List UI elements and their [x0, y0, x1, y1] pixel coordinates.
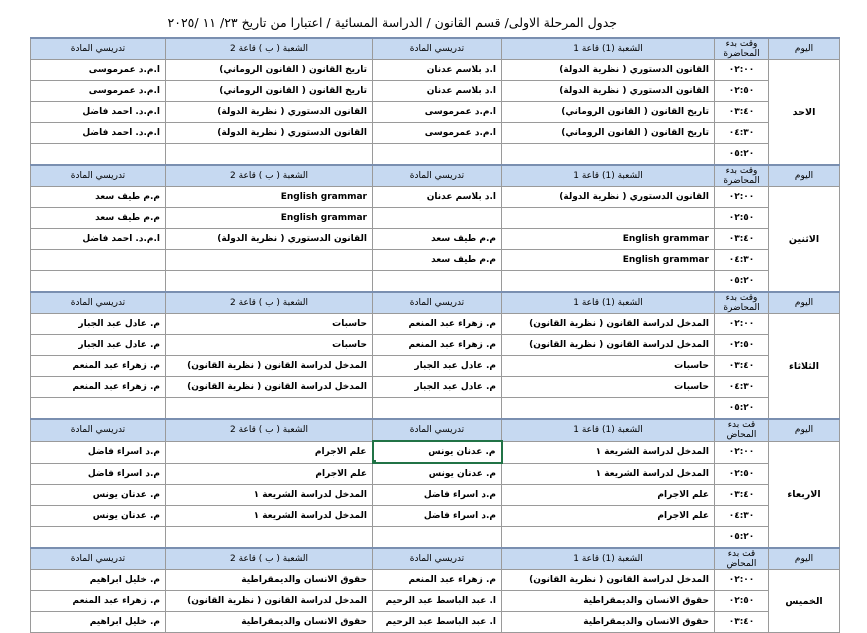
teacher-cell-g2[interactable]: م. خليل ابراهيم [31, 570, 166, 591]
header-time[interactable]: وقت بدء المحاضرة [715, 38, 769, 60]
table-row [31, 60, 840, 81]
teacher-cell-g2[interactable]: ا.م.د عمرموسى [31, 81, 166, 102]
course-cell-g2[interactable]: English grammar [166, 208, 373, 229]
course-cell-g1[interactable] [502, 271, 715, 293]
course-cell-g2[interactable] [166, 144, 373, 166]
course-cell-g1[interactable]: علم الاجرام [502, 506, 715, 527]
course-cell-g1[interactable]: القانون الدستوري ( نظرية الدولة) [502, 81, 715, 102]
course-cell-g2[interactable]: المدخل لدراسة القانون ( نظرية القانون) [166, 591, 373, 612]
header-teacher-g1[interactable]: تدريسي المادة [373, 165, 502, 187]
time-cell[interactable]: ٠٥:٢٠ [715, 527, 769, 549]
course-cell-g1[interactable]: حاسبات [502, 377, 715, 398]
course-cell-g2[interactable]: المدخل لدراسة الشريعة ١ [166, 485, 373, 506]
time-cell[interactable]: ٠٢:٠٠ [715, 187, 769, 208]
table-row [31, 441, 840, 463]
header-teacher-g2[interactable]: تدريسي المادة [31, 548, 166, 570]
header-course-g1[interactable]: الشعبة (1) قاعة 1 [502, 38, 715, 60]
course-cell-g1[interactable] [502, 144, 715, 166]
header-teacher-g1[interactable]: تدريسي المادة [373, 419, 502, 441]
day-header-row [31, 419, 840, 441]
table-row [31, 229, 840, 250]
teacher-cell-g1[interactable]: م. زهراء عبد المنعم [373, 314, 502, 335]
teacher-cell-g2[interactable]: م. زهراء عبد المنعم [31, 356, 166, 377]
course-cell-g1[interactable]: المدخل لدراسة القانون ( نظرية القانون) [502, 570, 715, 591]
teacher-cell-g2[interactable]: ا.م.د. احمد فاضل [31, 123, 166, 144]
teacher-cell-g1[interactable]: ا.م.د عمرموسى [373, 102, 502, 123]
course-cell-g1[interactable]: تاريخ القانون ( القانون الروماني) [502, 102, 715, 123]
header-course-g2[interactable]: الشعبة ( ب ) قاعة 2 [166, 292, 373, 314]
header-time[interactable]: قت بدء المحاض [715, 419, 769, 441]
table-row [31, 187, 840, 208]
table-row [31, 250, 840, 271]
time-cell[interactable]: ٠٣:٤٠ [715, 102, 769, 123]
teacher-cell-g2[interactable]: م. زهراء عبد المنعم [31, 377, 166, 398]
teacher-cell-g2[interactable] [31, 527, 166, 549]
teacher-cell-g2[interactable]: م. عادل عبد الجبار [31, 314, 166, 335]
table-row [31, 527, 840, 549]
time-cell[interactable]: ٠٢:٥٠ [715, 591, 769, 612]
course-cell-g1[interactable]: حقوق الانسان والديمقراطية [502, 591, 715, 612]
table-row [31, 314, 840, 335]
course-cell-g2[interactable]: المدخل لدراسة القانون ( نظرية القانون) [166, 377, 373, 398]
time-cell[interactable]: ٠٤:٣٠ [715, 506, 769, 527]
course-cell-g2[interactable]: تاريخ القانون ( القانون الروماني) [166, 81, 373, 102]
teacher-cell-g1[interactable]: ا. عبد الباسط عبد الرحيم [373, 612, 502, 633]
time-cell[interactable]: ٠٥:٢٠ [715, 271, 769, 293]
course-cell-g1[interactable]: تاريخ القانون ( القانون الروماني) [502, 123, 715, 144]
table-row [31, 271, 840, 293]
course-cell-g1[interactable]: القانون الدستوري ( نظرية الدولة) [502, 187, 715, 208]
teacher-cell-g2[interactable] [31, 271, 166, 293]
fill-handle[interactable] [373, 459, 377, 463]
teacher-cell-g1[interactable]: ا. عبد الباسط عبد الرحيم [373, 591, 502, 612]
table-row [31, 123, 840, 144]
course-cell-g2[interactable]: القانون الدستوري ( نظرية الدولة) [166, 229, 373, 250]
course-cell-g1[interactable]: حقوق الانسان والديمقراطية [502, 612, 715, 633]
course-cell-g1[interactable]: المدخل لدراسة القانون ( نظرية القانون) [502, 335, 715, 356]
time-cell[interactable]: ٠٢:٠٠ [715, 314, 769, 335]
teacher-cell-g1[interactable]: م. عادل عبد الجبار [373, 377, 502, 398]
sheet-title: جدول المرحلة الاولى/ قسم القانون / الدراسة المسائية / اعتبارا من تاريخ ٢٣/ ١١ /٢٠٢٥ [167, 15, 617, 30]
header-day[interactable]: اليوم [769, 419, 840, 441]
table-row [31, 463, 840, 485]
teacher-cell-g1[interactable] [373, 527, 502, 549]
course-cell-g2[interactable]: حقوق الانسان والديمقراطية [166, 570, 373, 591]
selected-cell[interactable]: م. عدنان يونس [373, 441, 502, 463]
teacher-cell-g1[interactable] [373, 271, 502, 293]
header-time[interactable]: وقت بدء المحاضرة [715, 292, 769, 314]
time-cell[interactable]: ٠٣:٤٠ [715, 229, 769, 250]
header-teacher-g1[interactable]: تدريسي المادة [373, 548, 502, 570]
time-cell[interactable]: ٠٢:٠٠ [715, 570, 769, 591]
header-time[interactable]: قت بدء المحاض [715, 548, 769, 570]
course-cell-g2[interactable] [166, 271, 373, 293]
course-cell-g2[interactable]: حقوق الانسان والديمقراطية [166, 612, 373, 633]
teacher-cell-g2[interactable]: م.م طيف سعد [31, 208, 166, 229]
day-name-cell[interactable]: الثلاثاء [769, 314, 840, 420]
table-row [31, 612, 840, 633]
teacher-cell-g2[interactable]: م. عدنان يونس [31, 506, 166, 527]
teacher-cell-g2[interactable] [31, 144, 166, 166]
day-header-row [31, 38, 840, 60]
teacher-cell-g2[interactable]: م. خليل ابراهيم [31, 612, 166, 633]
teacher-cell-g1[interactable] [373, 398, 502, 420]
header-day[interactable]: اليوم [769, 165, 840, 187]
course-cell-g2[interactable]: المدخل لدراسة القانون ( نظرية القانون) [166, 356, 373, 377]
teacher-cell-g1[interactable]: ا.م.د عمرموسى [373, 123, 502, 144]
course-cell-g1[interactable]: المدخل لدراسة الشريعة ١ [502, 463, 715, 485]
teacher-cell-g2[interactable]: م.د اسراء فاضل [31, 441, 166, 463]
teacher-cell-g1[interactable] [373, 208, 502, 229]
time-cell[interactable]: ٠٢:٥٠ [715, 335, 769, 356]
table-row [31, 398, 840, 420]
time-cell[interactable]: ٠٣:٤٠ [715, 612, 769, 633]
header-day[interactable]: اليوم [769, 38, 840, 60]
teacher-cell-g1[interactable]: م. عدنان يونس [373, 463, 502, 485]
time-cell[interactable]: ٠٤:٣٠ [715, 377, 769, 398]
course-cell-g2[interactable]: حاسبات [166, 314, 373, 335]
table-row [31, 208, 840, 229]
teacher-cell-g1[interactable]: ا.د بلاسم عدنان [373, 81, 502, 102]
header-course-g1[interactable]: الشعبة (1) قاعة 1 [502, 548, 715, 570]
course-cell-g1[interactable] [502, 398, 715, 420]
day-header-row [31, 165, 840, 187]
time-cell[interactable]: ٠٣:٤٠ [715, 356, 769, 377]
table-row [31, 377, 840, 398]
table-row [31, 356, 840, 377]
teacher-cell-g2[interactable]: ا.م.د عمرموسى [31, 60, 166, 81]
teacher-cell-g1[interactable]: م. زهراء عبد المنعم [373, 335, 502, 356]
teacher-cell-g1[interactable]: م. عادل عبد الجبار [373, 356, 502, 377]
teacher-cell-g1[interactable]: م. زهراء عبد المنعم [373, 570, 502, 591]
header-course-g2[interactable]: الشعبة ( ب ) قاعة 2 [166, 165, 373, 187]
header-teacher-g1[interactable]: تدريسي المادة [373, 38, 502, 60]
header-day[interactable]: اليوم [769, 548, 840, 570]
course-cell-g1[interactable]: English grammar [502, 250, 715, 271]
header-teacher-g2[interactable]: تدريسي المادة [31, 419, 166, 441]
course-cell-g2[interactable]: تاريخ القانون ( القانون الروماني) [166, 60, 373, 81]
header-course-g2[interactable]: الشعبة ( ب ) قاعة 2 [166, 38, 373, 60]
header-teacher-g2[interactable]: تدريسي المادة [31, 292, 166, 314]
time-cell[interactable]: ٠٢:٥٠ [715, 81, 769, 102]
course-cell-g2[interactable]: علم الاجرام [166, 463, 373, 485]
teacher-cell-g1[interactable]: م.د اسراء فاضل [373, 506, 502, 527]
course-cell-g1[interactable] [502, 527, 715, 549]
time-cell[interactable]: ٠٤:٣٠ [715, 250, 769, 271]
course-cell-g1[interactable]: علم الاجرام [502, 485, 715, 506]
day-name-cell[interactable]: الخميس [769, 570, 840, 633]
time-cell[interactable]: ٠٢:٥٠ [715, 463, 769, 485]
course-cell-g2[interactable] [166, 250, 373, 271]
teacher-cell-g2[interactable]: م.م طيف سعد [31, 187, 166, 208]
header-day[interactable]: اليوم [769, 292, 840, 314]
time-cell[interactable]: ٠٢:٠٠ [715, 441, 769, 463]
course-cell-g1[interactable] [502, 208, 715, 229]
table-row [31, 485, 840, 506]
header-course-g2[interactable]: الشعبة ( ب ) قاعة 2 [166, 548, 373, 570]
course-cell-g1[interactable]: حاسبات [502, 356, 715, 377]
teacher-cell-g1[interactable]: ا.د بلاسم عدنان [373, 187, 502, 208]
header-time[interactable]: وقت بدء المحاضرة [715, 165, 769, 187]
course-cell-g1[interactable]: English grammar [502, 229, 715, 250]
schedule-table [30, 37, 840, 633]
day-name-cell[interactable]: الاربعاء [769, 441, 840, 548]
teacher-cell-g1[interactable]: م.د اسراء فاضل [373, 485, 502, 506]
teacher-cell-g1[interactable]: م.م طيف سعد [373, 250, 502, 271]
header-course-g1[interactable]: الشعبة (1) قاعة 1 [502, 165, 715, 187]
table-row [31, 506, 840, 527]
day-header-row [31, 548, 840, 570]
header-course-g1[interactable]: الشعبة (1) قاعة 1 [502, 292, 715, 314]
day-name-cell[interactable]: الاثنين [769, 187, 840, 293]
header-course-g1[interactable]: الشعبة (1) قاعة 1 [502, 419, 715, 441]
day-name-cell[interactable]: الاحد [769, 60, 840, 166]
teacher-cell-g2[interactable]: م.د اسراء فاضل [31, 463, 166, 485]
course-cell-g2[interactable] [166, 398, 373, 420]
teacher-cell-g2[interactable]: م. زهراء عبد المنعم [31, 591, 166, 612]
table-row [31, 570, 840, 591]
header-teacher-g2[interactable]: تدريسي المادة [31, 165, 166, 187]
teacher-cell-g2[interactable]: م. عدنان يونس [31, 485, 166, 506]
time-cell[interactable]: ٠٢:٠٠ [715, 60, 769, 81]
teacher-cell-g2[interactable]: م. عادل عبد الجبار [31, 335, 166, 356]
time-cell[interactable]: ٠٤:٣٠ [715, 123, 769, 144]
header-course-g2[interactable]: الشعبة ( ب ) قاعة 2 [166, 419, 373, 441]
header-teacher-g1[interactable]: تدريسي المادة [373, 292, 502, 314]
teacher-cell-g2[interactable] [31, 250, 166, 271]
time-cell[interactable]: ٠٥:٢٠ [715, 144, 769, 166]
table-row [31, 144, 840, 166]
course-cell-g1[interactable]: المدخل لدراسة القانون ( نظرية القانون) [502, 314, 715, 335]
table-row [31, 102, 840, 123]
table-row [31, 335, 840, 356]
teacher-cell-g1[interactable] [373, 144, 502, 166]
time-cell[interactable]: ٠٣:٤٠ [715, 485, 769, 506]
course-cell-g1[interactable]: القانون الدستوري ( نظرية الدولة) [502, 60, 715, 81]
table-row [31, 81, 840, 102]
teacher-cell-g2[interactable] [31, 398, 166, 420]
day-header-row [31, 292, 840, 314]
course-cell-g1[interactable]: المدخل لدراسة الشريعة ١ [502, 441, 715, 463]
course-cell-g2[interactable]: المدخل لدراسة الشريعة ١ [166, 506, 373, 527]
table-row [31, 591, 840, 612]
teacher-cell-g1[interactable]: م.م طيف سعد [373, 229, 502, 250]
course-cell-g2[interactable]: حاسبات [166, 335, 373, 356]
course-cell-g2[interactable]: القانون الدستوري ( نظرية الدولة) [166, 102, 373, 123]
course-cell-g2[interactable] [166, 527, 373, 549]
course-cell-g2[interactable]: القانون الدستوري ( نظرية الدولة) [166, 123, 373, 144]
time-cell[interactable]: ٠٥:٢٠ [715, 398, 769, 420]
course-cell-g2[interactable]: English grammar [166, 187, 373, 208]
teacher-cell-g1[interactable]: ا.د بلاسم عدنان [373, 60, 502, 81]
course-cell-g2[interactable]: علم الاجرام [166, 441, 373, 463]
time-cell[interactable]: ٠٢:٥٠ [715, 208, 769, 229]
teacher-cell-g2[interactable]: ا.م.د. احمد فاضل [31, 102, 166, 123]
teacher-cell-g2[interactable]: ا.م.د. احمد فاضل [31, 229, 166, 250]
header-teacher-g2[interactable]: تدريسي المادة [31, 38, 166, 60]
